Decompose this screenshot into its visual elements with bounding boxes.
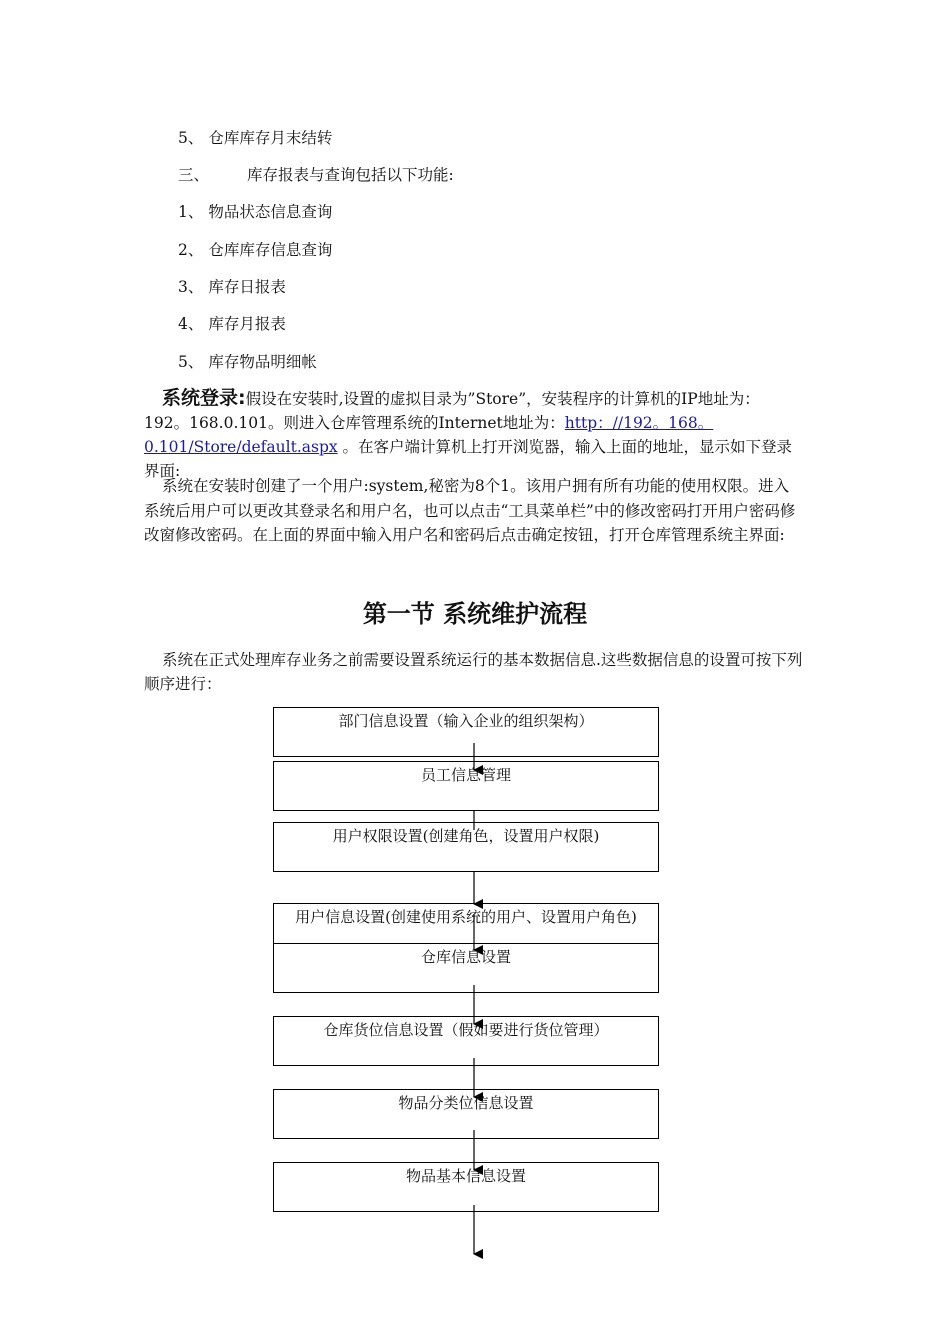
flow-step-storage-location: 仓库货位信息设置（假如要进行货位管理）	[273, 1016, 659, 1066]
flow-step-user-info: 用户信息设置(创建使用系统的用户、设置用户角色)	[295, 908, 637, 926]
user-paragraph: 系统在安装时创建了一个用户:system,秘密为8个1。该用户拥有所有功能的使用权限。进入系统后用户可以更改其登录名和用户名，也可以点击“工具菜单栏”中的修改密码打开用户密码修改窗修改密码。在上面的界面中输入用户名和密码后点击确定按钮，打开仓库管理系统主界面:	[144, 477, 796, 544]
login-lead: 系统登录:	[162, 387, 246, 409]
flow-step-warehouse: 仓库信息设置	[273, 943, 659, 993]
list-item: 4、 库存月报表	[178, 315, 286, 333]
flow-step-item-category: 物品分类位信息设置	[273, 1089, 659, 1139]
flow-step-employee: 员工信息管理	[273, 761, 659, 811]
list-item: 1、 物品状态信息查询	[178, 203, 333, 221]
flow-step-user-info-frame	[273, 903, 659, 943]
flow-step-user-permissions: 用户权限设置(创建角色，设置用户权限)	[273, 822, 659, 872]
login-paragraph: 系统登录:假设在安装时,设置的虚拟目录为”Store”，安装程序的计算机的IP地址为：192。168.0.101。则进入仓库管理系统的Internet地址为：http：//192。168。0.101/Store/default.aspx 。在客户端计算机上打开浏览器，输入上面的地址，显示如下登录界面:	[144, 387, 793, 480]
flow-step-item-basic: 物品基本信息设置	[273, 1162, 659, 1212]
section-title: 第一节 系统维护流程	[362, 600, 588, 628]
flow-step-department: 部门信息设置（输入企业的组织架构）	[273, 707, 659, 757]
list-item: 5、 仓库库存月末结转	[178, 129, 333, 147]
list-item: 5、 库存物品明细帐	[178, 353, 317, 371]
flow-intro-paragraph: 系统在正式处理库存业务之前需要设置系统运行的基本数据信息.这些数据信息的设置可按下列顺序进行：	[144, 651, 803, 693]
list-item: 2、 仓库库存信息查询	[178, 241, 333, 259]
system-url-link[interactable]: http：//192。168。0.101/Store/default.aspx	[144, 414, 714, 456]
list-item: 三、 库存报表与查询包括以下功能:	[178, 166, 454, 184]
list-item: 3、 库存日报表	[178, 278, 286, 296]
